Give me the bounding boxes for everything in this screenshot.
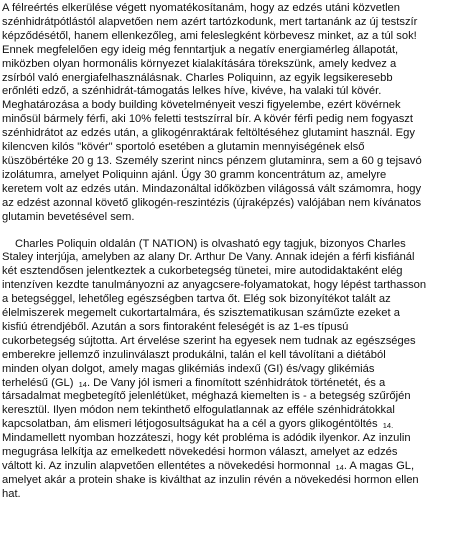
text-line: minden olyan dolgot, amely magas glikémiás indexű (GI) és/vagy glikémiás	[2, 362, 375, 375]
text-line: élelmiszerek megemelt cukortartalmára, és szisztematikusan száműzte ezeket a	[2, 307, 400, 320]
text-line: keresztül. Ilyen módon nem tekinthető elfogulatlannak az efféle szénhidrátokkal	[2, 404, 395, 417]
text-line: két esztendősen jelentkeztek a cukorbetegség tünetei, mire autodidaktaként elég	[2, 265, 403, 278]
text-line: szénhidrátot az edzés után, a glikogénraktárak feltöltéséhez glutamint használ. Egy	[2, 127, 415, 140]
text-line: megugrása lelkítja az emelkedett növekedési hormon választ, amelyet az edzés	[2, 446, 398, 459]
reference-number: 14	[78, 379, 87, 389]
text-fragment: . De Vany jól ismeri a finomított szénhidrátok történetét, és a	[86, 376, 386, 389]
text-line: társadalmat megbetegítő jelenlétüket, méghazá kiemelten is - a betegség szűrőjén	[2, 390, 411, 403]
text-fragment: terhelésű (GL)	[2, 376, 77, 389]
text-fragment: . A magas GL,	[343, 460, 415, 472]
text-line: miközben olyan hormonális környezet kialakítására törekszünk, amely kedvez a	[2, 57, 397, 70]
text-line: Ennek megfelelően egy ideig még fenntartjuk a negatív energiamérleg állapotát,	[2, 43, 399, 56]
text-line: A félreértés elkerülése végett nyomatékosítanám, hogy az edzés utáni közvetlen	[2, 2, 401, 14]
text-line: minősül bármely férfi, aki 10% feletti testszírral bír. A kövér férfi pedig nem fogyaszt	[2, 113, 414, 126]
text-line: Meghatározása a body building követelményeit veszi figyelembe, ezért kövérnek	[2, 99, 401, 112]
text-fragment: váltott ki. Az inzulin alapvetően ellentétes a növekedési hormonnal	[2, 460, 334, 472]
text-line: küszöbértéke 20 g 13. Személy szerint nincs pénzem glutaminra, sem a 60 g tejsavó	[2, 154, 422, 167]
text-line: hat.	[2, 487, 21, 500]
text-line: intenzíven kezdte tanulmányozni az anyagcsere-folyamatokat, hogy lépést tarthasson	[2, 279, 427, 292]
text-line: amelyet akár a protein shake is kiválthat az inzulin révén a növekedési hormon ellen	[2, 473, 419, 486]
text-line: cukorbetegség sújtotta. Art érvelése szerint ha egyesek nem tudnak az egészséges	[2, 334, 416, 347]
text-line: keretem volt az edzés után. Mindazonáltal időközben világossá vált számomra, hogy	[2, 182, 422, 195]
paragraph-spacer	[2, 225, 470, 238]
text-line: zsírból való energiafelhasználásnak. Charles Poliquinn, az egyik legsikeresebb	[2, 71, 393, 84]
paragraph-1	[2, 2, 470, 225]
text-line: emberekre jellemző inzulinválaszt produkálni, talán el kell távolítani a diétából	[2, 348, 386, 361]
text-line: képződésétől, hanem ellenkezőleg, ami feleslegként körbevesz minket, az a túl sok!	[2, 29, 417, 42]
text-line: szénhidrátpótlástól alapvetően nem azért tartózkodunk, mert tartanánk az új testszír	[2, 15, 418, 28]
paragraph-2	[2, 238, 470, 502]
reference-number: 14	[335, 463, 344, 472]
text-line: kilencven kilós "kövér" sportoló esetében a glutamin mennyiségének első	[2, 141, 365, 154]
text-line: az edzést azonnal követő glikogén-reszintézis (újraképzés) valójában nem kívánatos	[2, 196, 422, 209]
text-line	[2, 377, 470, 391]
article-text	[2, 2, 470, 502]
text-line: Staley interjúja, amelyben az alany Dr. Arthur De Vany. Annak idején a férfi kisfiánál	[2, 251, 415, 264]
text-line: Charles Poliquin oldalán (T NATION) is olvasható egy tagjuk, bizonyos Charles	[15, 237, 406, 250]
text-line: izolátumra, amelyet Poliquinn ajánl. Úgy 30 gramm koncentrátum az, amelyre	[2, 168, 387, 181]
text-line: erőnléti edző, a szénhidrát-támogatás lelkes híve, kivéve, ha valaki túl kövér.	[2, 85, 382, 98]
text-line: glutamin bevetésével sem.	[2, 210, 135, 223]
text-line: a betegséggel, lehetőleg egészségben tartva őt. Elég sok bizonyítékot talált az	[2, 293, 391, 306]
text-line	[2, 460, 470, 474]
text-line	[2, 418, 470, 432]
reference-number: 14.	[382, 421, 394, 431]
text-fragment: kapcsolatban, ám elismeri létjogosultságukat ha a cél a gyors glikogéntöltés	[2, 418, 381, 431]
text-line: kisfiú étrendjéből. Azután a sors fintoraként feleségét is az 1-es típusú	[2, 320, 349, 333]
text-line: Mindamellett nyomban hozzáteszi, hogy két probléma is adódik ilyenkor. Az inzulin	[2, 432, 411, 445]
